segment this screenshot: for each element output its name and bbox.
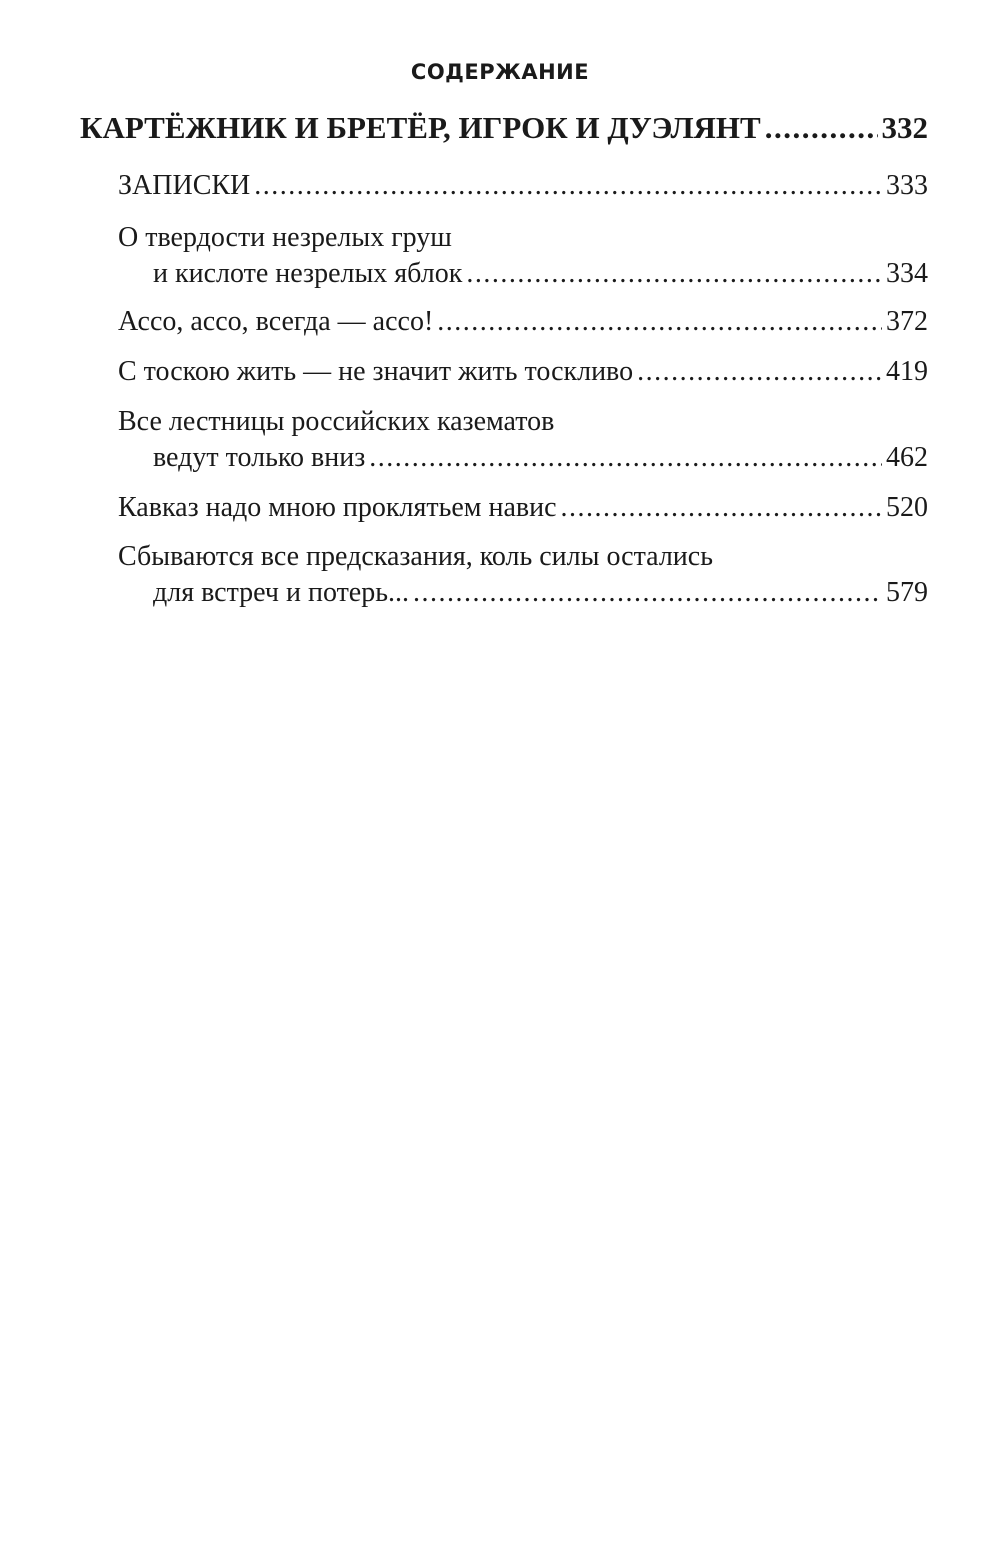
toc-entry-page-number: 520 bbox=[886, 492, 928, 523]
toc-entry-title: Кавказ надо мною проклятьем навис bbox=[118, 492, 557, 523]
toc-entry-page-number: 579 bbox=[886, 577, 928, 608]
toc-entry-line bbox=[118, 306, 928, 338]
toc-entry-line bbox=[118, 492, 928, 524]
toc-leader-dots bbox=[369, 442, 882, 474]
toc-leader-dots bbox=[437, 306, 882, 338]
toc-entry-page-number: 334 bbox=[886, 258, 928, 289]
toc-entry-title: Ассо, ассо, всегда — ассо! bbox=[118, 306, 434, 337]
toc-part-page-number: 332 bbox=[881, 110, 928, 145]
toc-leader-dots bbox=[637, 356, 882, 388]
toc-leader-dots bbox=[765, 110, 878, 146]
toc-entry-page-number: 333 bbox=[886, 170, 928, 201]
toc-part-title: КАРТЁЖНИК И БРЕТЁР, ИГРОК И ДУЭЛЯНТ bbox=[80, 110, 761, 145]
toc-entry-title: ЗАПИСКИ bbox=[118, 170, 251, 201]
toc-entry-title-first-line: О твердости незрелых груш bbox=[118, 222, 452, 253]
toc-entry-title-first-line: Все лестницы российских казематов bbox=[118, 406, 555, 437]
toc-entry-title: С тоскою жить — не значит жить тоскливо bbox=[118, 356, 634, 387]
toc-entry-title: ведут только вниз bbox=[153, 442, 366, 473]
running-head: СОДЕРЖАНИЕ bbox=[410, 60, 590, 84]
toc-entry-line bbox=[153, 258, 928, 290]
toc-entry-line bbox=[153, 577, 928, 609]
toc-entry-title: и кислоте незрелых яблок bbox=[153, 258, 463, 289]
toc-leader-dots bbox=[561, 492, 882, 524]
toc-leader-dots bbox=[413, 577, 882, 609]
toc-entry-title: для встреч и потерь... bbox=[153, 577, 410, 608]
toc-entry-line bbox=[153, 442, 928, 474]
toc-entry-line bbox=[118, 356, 928, 388]
toc-leader-dots bbox=[254, 170, 882, 202]
toc-leader-dots bbox=[466, 258, 882, 290]
toc-part-line bbox=[80, 110, 928, 146]
toc-entry-page-number: 462 bbox=[886, 442, 928, 473]
toc-entry-page-number: 372 bbox=[886, 306, 928, 337]
toc-entry-line bbox=[118, 170, 928, 202]
toc-entry-title-first-line: Сбываются все предсказания, коль силы остались bbox=[118, 541, 713, 572]
toc-entry-page-number: 419 bbox=[886, 356, 928, 387]
